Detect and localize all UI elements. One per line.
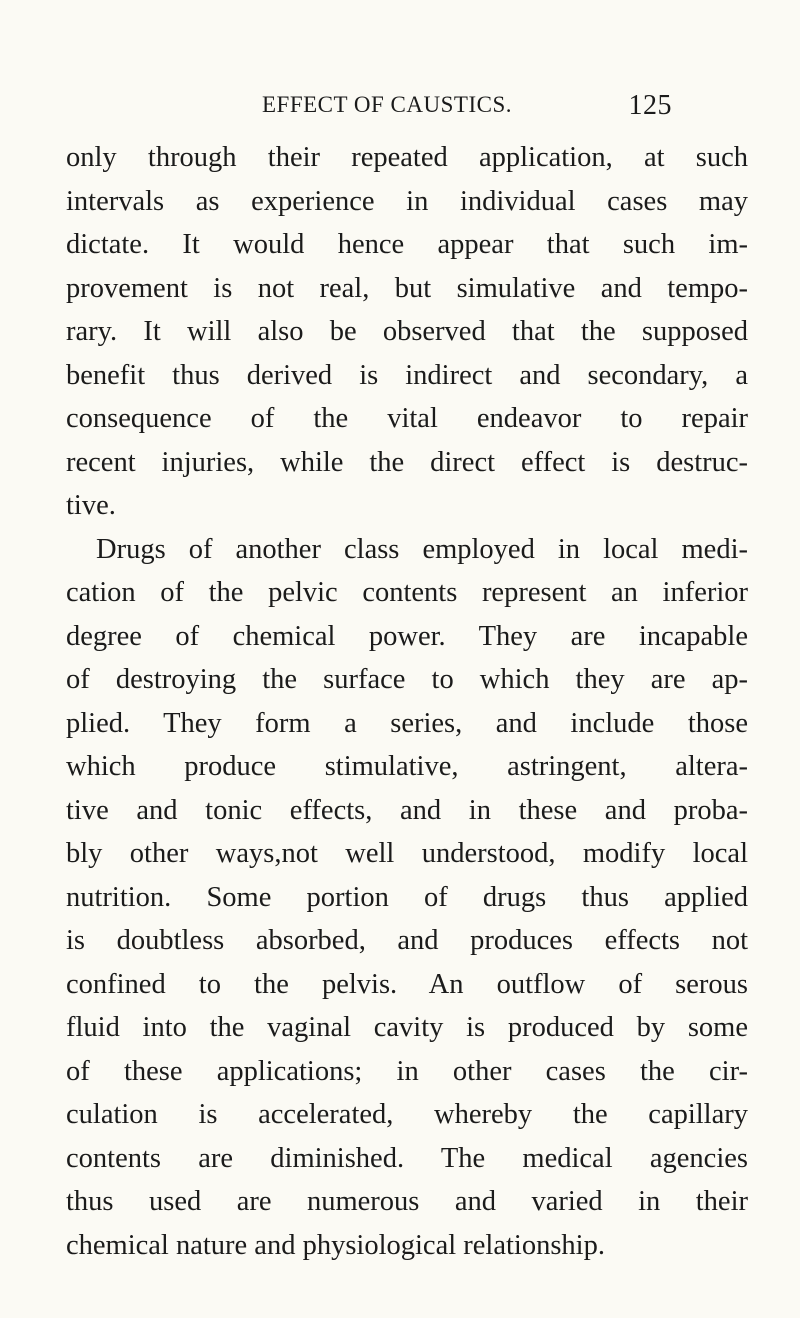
text-line: recent injuries, while the direct effect is destruc- [66, 446, 748, 478]
text-line: which produce stimulative, astringent, altera- [66, 751, 748, 782]
running-head-title: EFFECT OF CAUSTICS. [262, 92, 513, 117]
text-line: plied. They form a series, and include those [66, 707, 748, 739]
text-line: thus used are numerous and varied in their [66, 1186, 748, 1217]
text-line: consequence of the vital endeavor to repair [66, 403, 748, 434]
text-line: intervals as experience in individual cases may [66, 185, 748, 217]
text-line: chemical nature and physiological relationship. [66, 1229, 605, 1261]
text-line: only through their repeated application, at such [66, 142, 748, 173]
text-line: of these applications; in other cases the cir- [66, 1055, 748, 1087]
text-line: benefit thus derived is indirect and secondary, a [66, 359, 748, 391]
text-line: provement is not real, but simulative and tempo- [66, 272, 748, 304]
text-line: contents are diminished. The medical agencies [66, 1142, 748, 1174]
text-line: culation is accelerated, whereby the capillary [66, 1099, 748, 1130]
text-line: cation of the pelvic contents represent an inferior [66, 577, 748, 608]
running-head [262, 92, 682, 128]
page-number: 125 [628, 90, 672, 121]
text-line: fluid into the vaginal cavity is produced by some [66, 1012, 748, 1043]
text-line: tive and tonic effects, and in these and proba- [66, 794, 748, 826]
text-line: of destroying the surface to which they are ap- [66, 664, 748, 695]
text-line: rary. It will also be observed that the supposed [66, 316, 748, 347]
text-line: confined to the pelvis. An outflow of serous [66, 968, 748, 1000]
text-line: tive. [66, 490, 116, 521]
text-line: is doubtless absorbed, and produces effects not [66, 925, 748, 956]
text-line: Drugs of another class employed in local medi- [96, 533, 748, 565]
text-line: bly other ways,not well understood, modify local [66, 838, 748, 869]
text-line: degree of chemical power. They are incapable [66, 620, 748, 652]
text-line: nutrition. Some portion of drugs thus applied [66, 881, 748, 913]
text-line: dictate. It would hence appear that such im- [66, 229, 748, 260]
body-text [66, 136, 748, 1267]
